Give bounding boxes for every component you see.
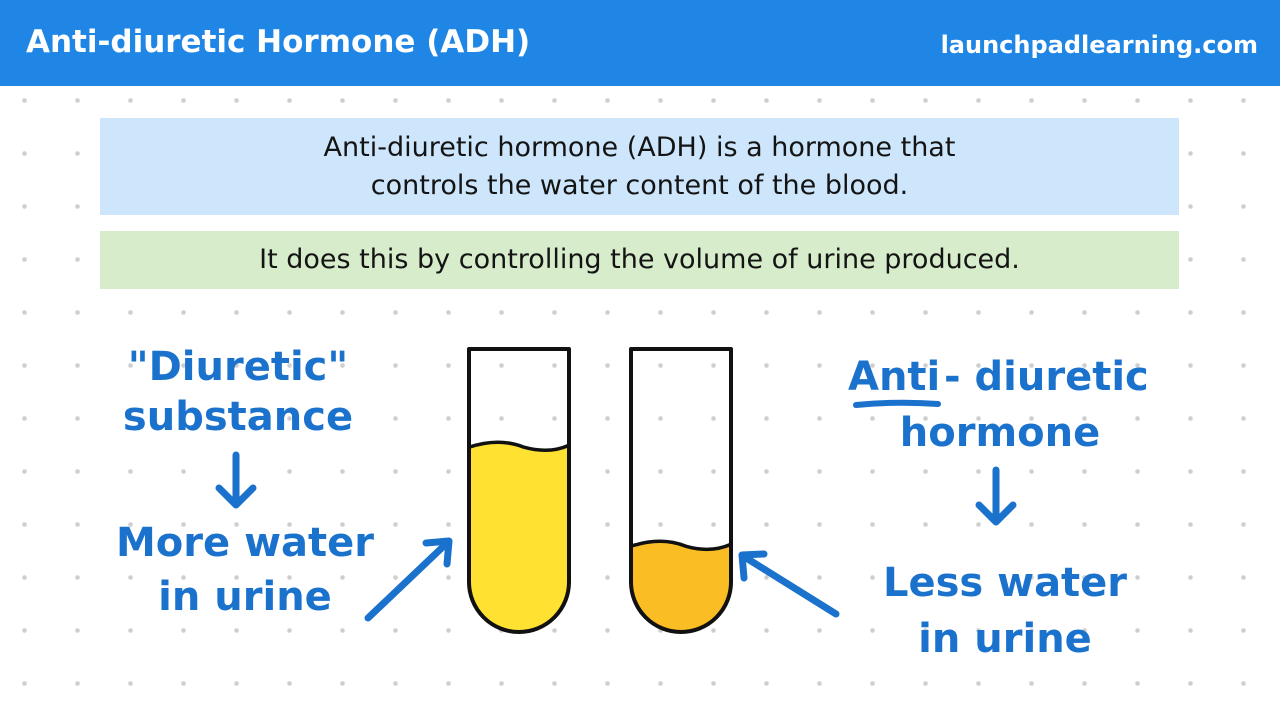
- substance-label: substance: [122, 394, 354, 440]
- page-title: Anti-diuretic Hormone (ADH): [26, 24, 531, 60]
- anti-underline: [856, 403, 938, 405]
- hormone-label: hormone: [899, 410, 1101, 456]
- diuretic-word-label: - diuretic: [944, 354, 1149, 400]
- definition-line-1: Anti-diuretic hormone (ADH) is a hormone that: [323, 131, 956, 163]
- diuretic-label: "Diuretic": [127, 344, 349, 390]
- less-water-label: Less water: [882, 560, 1128, 606]
- definition-line-2: controls the water content of the blood.: [370, 169, 909, 201]
- left-in-urine-label: in urine: [158, 574, 332, 620]
- site-url: launchpadlearning.com: [940, 31, 1258, 59]
- left-pointer-arrow-icon: [368, 541, 449, 618]
- mechanism-text: It does this by controlling the volume of urine produced.: [259, 244, 1020, 275]
- right-down-arrow-icon: [979, 470, 1013, 522]
- more-water-label: More water: [116, 520, 374, 566]
- right-in-urine-label: in urine: [918, 616, 1092, 662]
- anti-label: Anti: [848, 354, 941, 400]
- left-down-arrow-icon: [219, 455, 253, 505]
- diuretic-tube-liquid: [469, 442, 569, 632]
- right-pointer-arrow-icon: [742, 554, 836, 614]
